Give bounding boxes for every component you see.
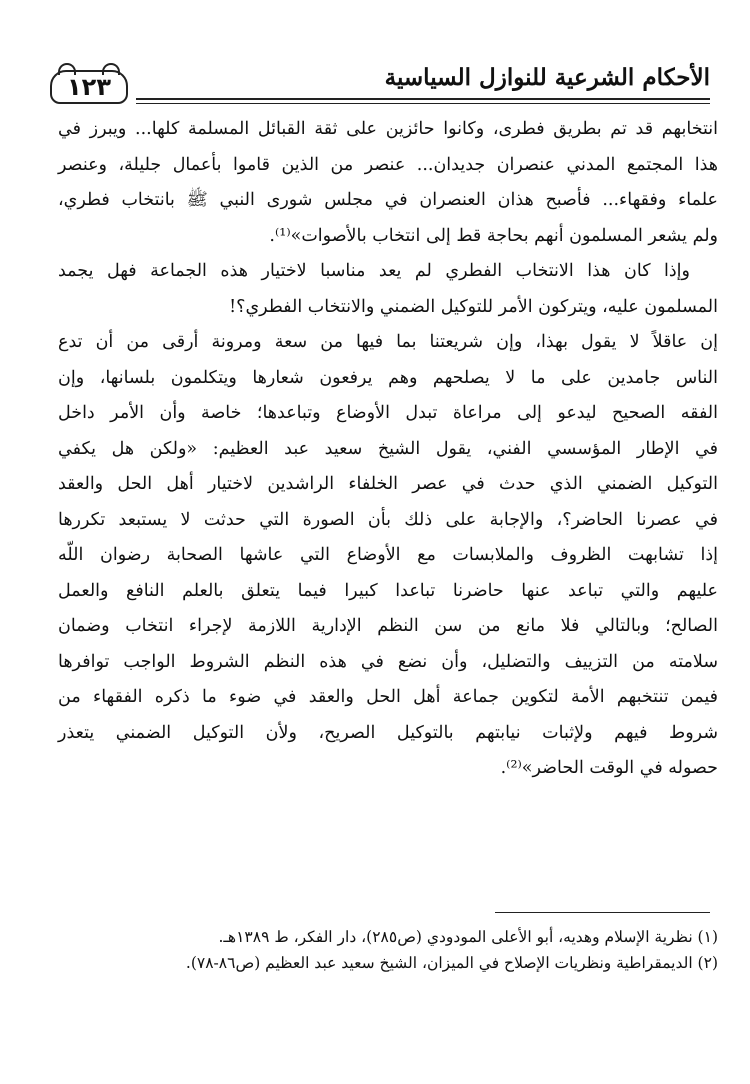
body-line: في عصرنا الحاضر؟، والإجابة على ذلك بأن الصورة التي حدثت لا يستبعد تكررها bbox=[58, 509, 718, 530]
body-line: إذا تشابهت الظروف والملابسات مع الأوضاع التي عاشها الصحابة رضوان اللّه bbox=[58, 545, 718, 565]
body-line: هذا المجتمع المدني عنصران جديدان... عنصر من الذين قاموا بأعمال جليلة، وعنصر bbox=[58, 154, 718, 175]
body-line: الفقه الصحيح لیدعو إلى مراعاة تبدل الأوضاع وتباعدها؛ خاصة وأن الأمر داخل bbox=[58, 403, 718, 423]
body-line: عليهم والتي تباعد عنها حاضرنا تباعدا كبيرا فيما يتعلق بالعلم النافع والعمل bbox=[58, 580, 718, 601]
body-line: المسلمون عليه، ويتركون الأمر للتوكيل الضمني والانتخاب الفطري؟! bbox=[229, 296, 718, 317]
body-text bbox=[58, 112, 718, 787]
body-line: وإذا كان هذا الانتخاب الفطري لم يعد مناسبا لاختيار هذه الجماعة فهل يجمد bbox=[58, 261, 690, 281]
header-rule-thin bbox=[136, 103, 710, 104]
header-rule bbox=[136, 98, 710, 100]
body-line: فيمن تنتخبهم الأمة لتكوين جماعة أهل الحل والعقد في ضوء ما ذكره الفقهاء من bbox=[58, 687, 718, 707]
footnote-1: (١) نظرية الإسلام وهديه، أبو الأعلى المودودي (ص٢٨٥)، دار الفكر، ط ١٣٨٩هـ. bbox=[218, 928, 718, 946]
footnote-divider bbox=[495, 912, 710, 913]
footnote-2: (٢) الديمقراطية ونظريات الإصلاح في الميزان، الشيخ سعيد عبد العظيم (ص٨٦-٧٨). bbox=[185, 954, 718, 972]
body-line: التوكيل الضمني الذي حدث في عصر الخلفاء الراشدين لاختيار أهل الحل والعقد bbox=[58, 474, 718, 494]
body-line: علماء وفقهاء... فأصبح هذان العنصران في مجلس شورى النبي ﷺ بانتخاب فطري، bbox=[58, 190, 718, 210]
body-line: انتخابهم قد تم بطريق فطرى، وكانوا حائزين على ثقة القبائل المسلمة كلها... ويبرز في bbox=[58, 119, 718, 139]
body-line: الصالح؛ وبالتالي فلا مانع من سن النظم الإدارية اللازمة لإجراء انتخاب وضمان bbox=[58, 616, 718, 636]
body-line: شروط فيهم ولإثبات نيابتهم بالتوكيل الصريح، ولأن التوكيل الضمني يتعذر bbox=[58, 722, 718, 743]
page-header bbox=[50, 60, 710, 110]
running-title: الأحكام الشرعية للنوازل السياسية bbox=[384, 63, 710, 91]
body-line: ولم يشعر المسلمون أنهم بحاجة قط إلى انتخاب بالأصوات»⁽¹⁾. bbox=[269, 225, 718, 246]
page-number-frame bbox=[50, 70, 128, 104]
footnotes bbox=[58, 924, 718, 976]
body-line: إن عاقلاً لا يقول بهذا، وإن شريعتنا بما فيها من سعة ومرونة أرقى من أن تدع bbox=[58, 332, 718, 352]
body-line: في الإطار المؤسسي الفني، يقول الشيخ سعيد عبد العظيم: «ولكن هل يكفي bbox=[58, 438, 718, 459]
body-line: الناس جامدين على ما لا يصلحهم وهم يرفعون شعارها ويتكلمون بلسانها، وإن bbox=[58, 367, 718, 388]
body-line: حصوله في الوقت الحاضر»⁽²⁾. bbox=[500, 758, 718, 778]
page-number: ١٢٣ bbox=[67, 73, 111, 101]
body-line: سلامته من التزييف والتضليل، وأن نضع في هذه النظم الشروط الواجب توافرها bbox=[58, 651, 718, 672]
